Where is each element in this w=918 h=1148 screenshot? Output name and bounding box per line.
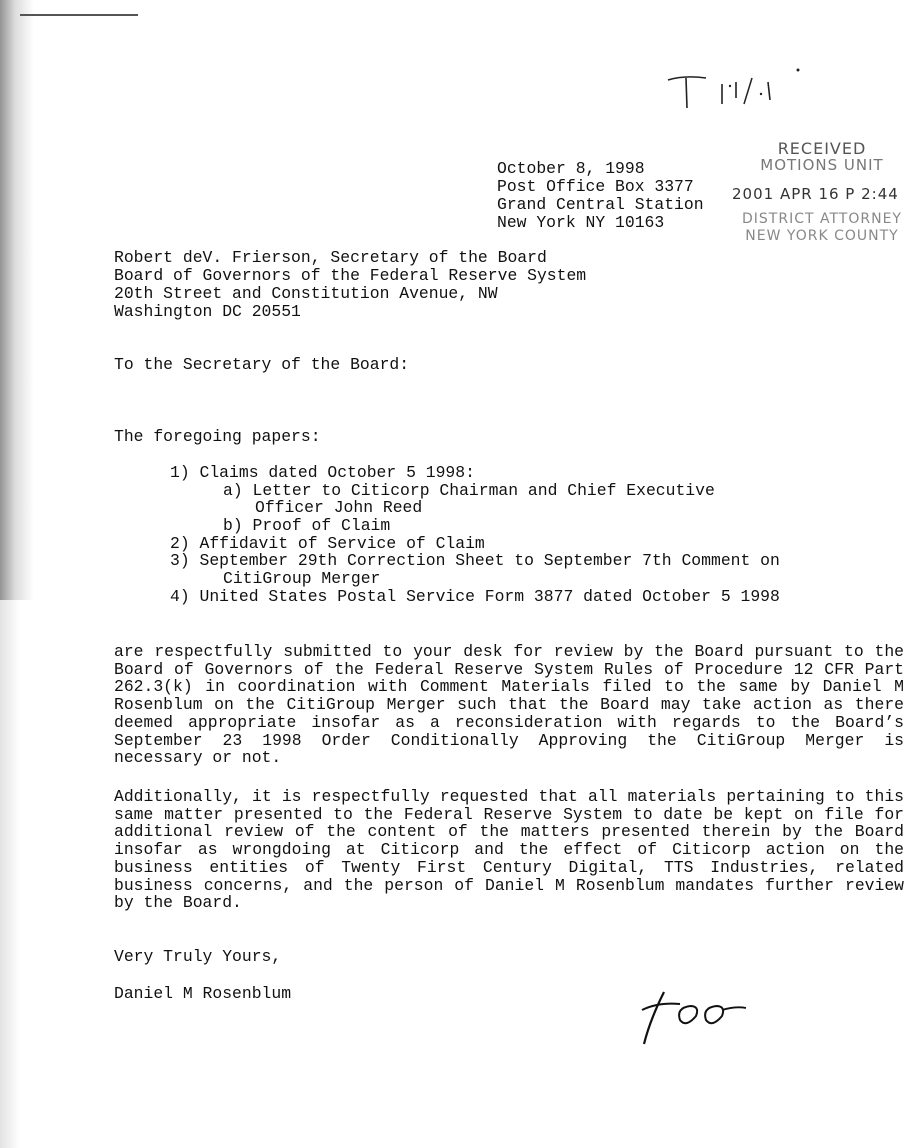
body-paragraph-2: Additionally, it is respectfully requested that all materials pertaining to this same matter presented to the Federal Reserve System to date be kept on file for additional review of the content of the matters presented therein by the Board insofar as wrongdoing at Citicorp and the effect of Citicorp action on the business entities of Twenty First Century Digital, TTS Industries, related business concerns, and the person of Daniel M Rosenblum mandates further review by the Board. xyxy=(114,787,904,913)
handwritten-note-drawing xyxy=(664,64,814,114)
list-item-1a-line-2: Officer John Reed xyxy=(255,498,423,518)
scan-mark-line xyxy=(20,14,138,16)
handwritten-mark xyxy=(636,980,756,1055)
stamp-motions-unit: MOTIONS UNIT xyxy=(760,156,884,174)
recipient-line-2: Board of Governors of the Federal Reserve System xyxy=(114,266,587,285)
list-item-3-line-2: CitiGroup Merger xyxy=(223,569,381,589)
signer-name: Daniel M Rosenblum xyxy=(114,984,292,1003)
scan-edge-shadow xyxy=(0,0,34,600)
received-stamp xyxy=(732,140,912,245)
stamp-county: NEW YORK COUNTY xyxy=(745,228,899,244)
list-item-3-line-1: 3) September 29th Correction Sheet to September 7th Comment on xyxy=(170,551,780,571)
stamp-district-attorney: DISTRICT ATTORNEY xyxy=(742,211,902,227)
body-paragraph-1: are respectfully submitted to your desk for review by the Board pursuant to the Board of Governors of the Federal Reserve System Rules of Procedure 12 CFR Part 262.3(k) in coordination with Comment Materials filed to the same by Daniel M Rosenblum on the CitiGroup Merger such that the Board may take action as there deemed appropriate insofar as a reconsideration with regards to the Board’s September 23 1998 Order Conditionally Approving the CitiGroup Merger is necessary or not. xyxy=(114,642,904,768)
handwritten-note xyxy=(664,64,814,119)
recipient-line-4: Washington DC 20551 xyxy=(114,302,301,321)
list-item-1a-line-1: a) Letter to Citicorp Chairman and Chief Executive xyxy=(223,480,715,500)
sender-address-line-3: New York NY 10163 xyxy=(497,213,665,232)
papers-list xyxy=(170,464,780,606)
sender-address-line-2: Grand Central Station xyxy=(497,195,704,214)
scan-edge-shadow-lower xyxy=(0,600,20,1148)
list-item-4: 4) United States Postal Service Form 3877 dated October 5 1998 xyxy=(170,586,780,606)
list-item-1b: b) Proof of Claim xyxy=(223,516,391,536)
sender-address-line-1: Post Office Box 3377 xyxy=(497,177,694,196)
stamp-date-time: 2001 APR 16 P 2:44 xyxy=(732,185,899,203)
closing: Very Truly Yours, xyxy=(114,947,282,966)
list-item-2: 2) Affidavit of Service of Claim xyxy=(170,533,485,553)
recipient-line-3: 20th Street and Constitution Avenue, NW xyxy=(114,284,498,303)
letter-date: October 8, 1998 xyxy=(497,159,645,178)
recipient-line-1: Robert deV. Frierson, Secretary of the Board xyxy=(114,248,547,267)
stamp-received: RECEIVED xyxy=(777,139,867,158)
intro-line: The foregoing papers: xyxy=(114,427,321,446)
salutation: To the Secretary of the Board: xyxy=(114,355,410,374)
list-item-1: 1) Claims dated October 5 1998: xyxy=(170,463,475,482)
handwritten-mark-drawing xyxy=(636,980,756,1050)
